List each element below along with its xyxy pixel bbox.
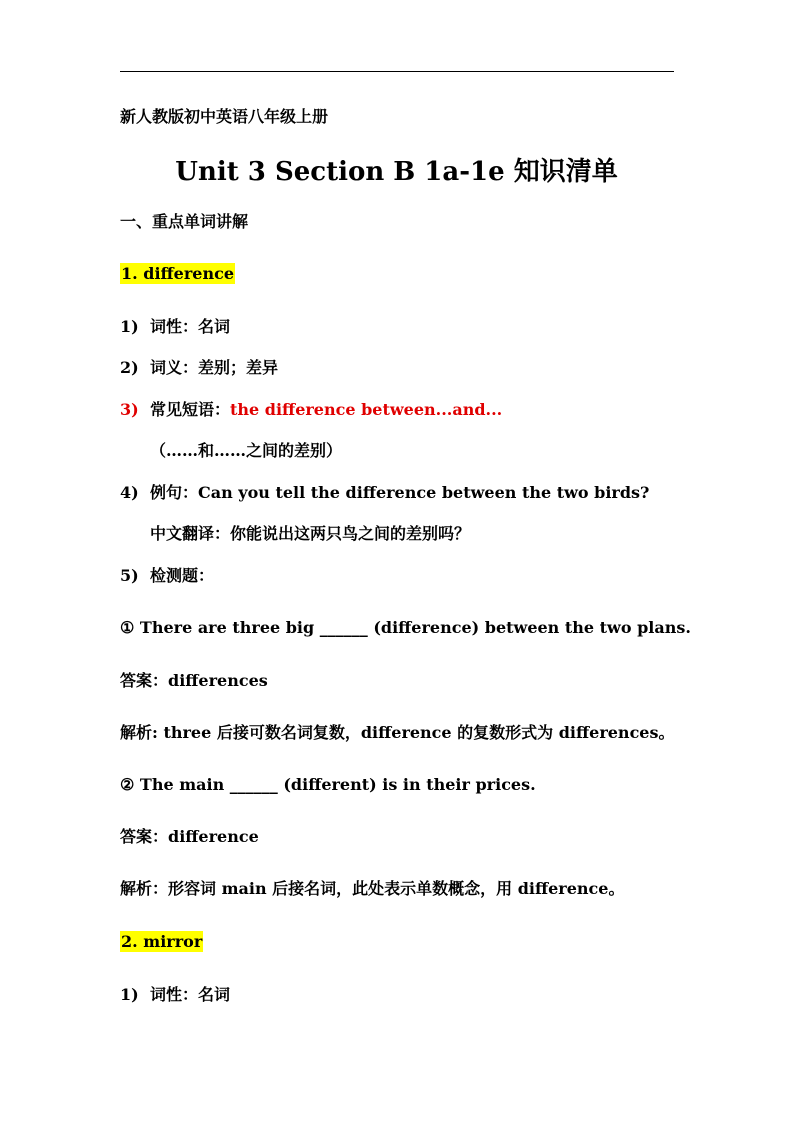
item-number: 4) [120,483,139,502]
item-label: 常见短语： [150,400,231,419]
question-2: ② The main ______ (different) is in their prices. [120,775,536,794]
word-heading-mirror [120,932,203,952]
word-heading-difference [120,264,235,284]
highlighted-word: 2. mirror [121,932,203,951]
item-text: 词性：名词 [150,985,231,1004]
item-number: 3) [120,400,139,419]
list-item [120,483,649,503]
list-item [120,358,278,378]
explanation-1: 解析: three 后接可数名词复数，difference 的复数形式为 differences。 [120,723,675,742]
translation: 中文翻译：你能说出这两只鸟之间的差别吗？ [150,524,471,543]
item-text: 词性：名词 [150,317,231,336]
answer-2: 答案：difference [120,827,259,846]
question-1: ① There are three big ______ (difference) between the two plans. [120,618,691,637]
list-item [120,566,214,586]
document-subtitle: 新人教版初中英语八年级上册 [120,107,329,126]
answer-1: 答案：differences [120,671,268,690]
item-number: 1) [120,317,139,336]
header-rule [120,71,674,72]
item-number: 2) [120,358,139,377]
section-heading: 一、重点单词讲解 [120,212,249,231]
list-item [120,317,230,337]
item-text: 检测题： [150,566,215,585]
phrase-note: （……和……之间的差别） [150,441,343,460]
list-item [120,985,230,1005]
page-title: Unit 3 Section B 1a-1e 知识清单 [175,157,618,187]
highlighted-word: 1. difference [121,264,235,283]
explanation-2: 解析：形容词 main 后接名词，此处表示单数概念，用 difference。 [120,879,625,898]
item-number: 5) [120,566,139,585]
list-item-phrase [120,400,502,420]
item-text: 词义：差别；差异 [150,358,279,377]
item-number: 1) [120,985,139,1004]
example-sentence: 例句：Can you tell the difference between the two birds? [150,483,650,502]
phrase-text: the difference between...and... [230,400,503,419]
